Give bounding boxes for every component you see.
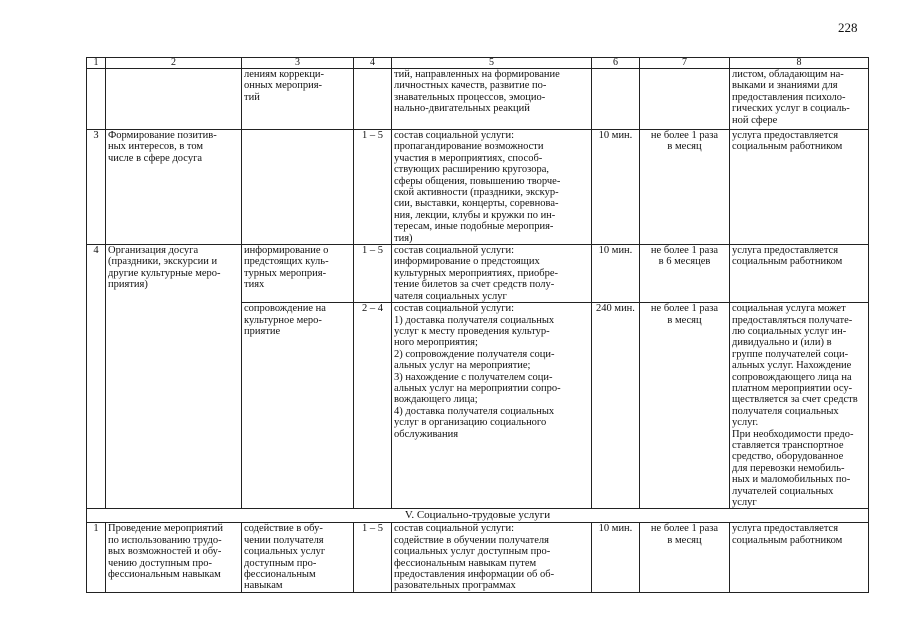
provider-note: услуга предоставляется социальным работником xyxy=(730,245,869,303)
header-cell: 7 xyxy=(640,58,730,69)
header-cell: 1 xyxy=(87,58,106,69)
service-subtype: лениям коррекци- онных мероприя- тий xyxy=(242,69,354,130)
header-cell: 5 xyxy=(392,58,592,69)
table-row xyxy=(87,69,869,130)
recipient-groups: 2 – 4 xyxy=(354,303,392,509)
header-cell: 8 xyxy=(730,58,869,69)
section-row xyxy=(87,509,869,523)
duration xyxy=(592,69,640,130)
frequency: не более 1 раза в месяц xyxy=(640,523,730,593)
service-name xyxy=(106,69,242,130)
table-row xyxy=(87,245,869,303)
table-row xyxy=(87,523,869,593)
duration: 10 мин. xyxy=(592,523,640,593)
row-number: 1 xyxy=(87,523,106,593)
service-description: состав социальной услуги: информирование о предстоящих культурных мероприятиях, приобре- тение билетов за счет средств полу- чателя социальных услуг xyxy=(392,245,592,303)
frequency xyxy=(640,69,730,130)
service-name: Организация досуга (праздники, экскурсии и другие культурные меро- приятия) xyxy=(106,245,242,509)
service-subtype: содействие в обу- чении получателя социальных услуг доступным про- фессиональным навыкам xyxy=(242,523,354,593)
service-description: тий, направленных на формирование личностных качеств, развитие по- знавательных процессов, эмоцио- нально-двигательных реакций xyxy=(392,69,592,130)
provider-note: услуга предоставляется социальным работником xyxy=(730,523,869,593)
row-number: 4 xyxy=(87,245,106,509)
table-row xyxy=(87,130,869,245)
section-title: V. Социально-трудовые услуги xyxy=(87,509,869,523)
recipient-groups: 1 – 5 xyxy=(354,523,392,593)
provider-note: листом, обладающим на- выками и знаниями для предоставления психоло- гических услуг в социаль- ной сфере xyxy=(730,69,869,130)
row-number xyxy=(87,69,106,130)
duration: 240 мин. xyxy=(592,303,640,509)
header-cell: 3 xyxy=(242,58,354,69)
service-subtype: сопровождение на культурное меро- приятие xyxy=(242,303,354,509)
service-name: Проведение мероприятий по использованию трудо- вых возможностей и обу- чению доступным про- фессиональным навыкам xyxy=(106,523,242,593)
page-number: 228 xyxy=(838,20,858,35)
services-table xyxy=(86,57,869,593)
frequency: не более 1 раза в месяц xyxy=(640,303,730,509)
recipient-groups: 1 – 5 xyxy=(354,130,392,245)
frequency: не более 1 раза в 6 месяцев xyxy=(640,245,730,303)
service-description: состав социальной услуги: 1) доставка получателя социальных услуг к месту проведения культур- ного мероприятия; 2) сопровождение получателя соци- альных услуг на мероприятие; 3) нахождение с получателем соци- альных услуг на мероприятии сопро- вождающего лица; 4) доставка получателя социальных услуг в организацию социального обслуживания xyxy=(392,303,592,509)
header-row xyxy=(87,58,869,69)
header-cell: 2 xyxy=(106,58,242,69)
service-subtype: информирование о предстоящих куль- турных мероприя- тиях xyxy=(242,245,354,303)
recipient-groups xyxy=(354,69,392,130)
header-cell: 6 xyxy=(592,58,640,69)
header-cell: 4 xyxy=(354,58,392,69)
recipient-groups: 1 – 5 xyxy=(354,245,392,303)
frequency: не более 1 раза в месяц xyxy=(640,130,730,245)
service-subtype xyxy=(242,130,354,245)
service-name: Формирование позитив- ных интересов, в том числе в сфере досуга xyxy=(106,130,242,245)
service-description: состав социальной услуги: пропагандирование возможности участия в мероприятиях, способ- ствующих расширению кругозора, сферы общения, повышению творче- ской активности (праздники, экскур- сии, выставки, концерты, соревнова- ния, лекции, клубы и кружки по ин- тересам, иные подобные мероприя- тия) xyxy=(392,130,592,245)
provider-note: социальная услуга может предоставляться получате- лю социальных услуг ин- дивидуально и (или) в группе получателей соци- альных услуг. Нахождение сопровождающего лица на платном мероприятии осу- ществляется за счет средств получателя социальных услуг. При необходимости предо- ставляется транспортное средство, оборудованное для перевозки немобиль- ных и маломобильных по- лучателей социальных услуг xyxy=(730,303,869,509)
provider-note: услуга предоставляется социальным работником xyxy=(730,130,869,245)
row-number: 3 xyxy=(87,130,106,245)
duration: 10 мин. xyxy=(592,245,640,303)
duration: 10 мин. xyxy=(592,130,640,245)
service-description: состав социальной услуги: содействие в обучении получателя социальных услуг доступным про- фессиональным навыкам путем предоставления информации об об- разовательных программах xyxy=(392,523,592,593)
